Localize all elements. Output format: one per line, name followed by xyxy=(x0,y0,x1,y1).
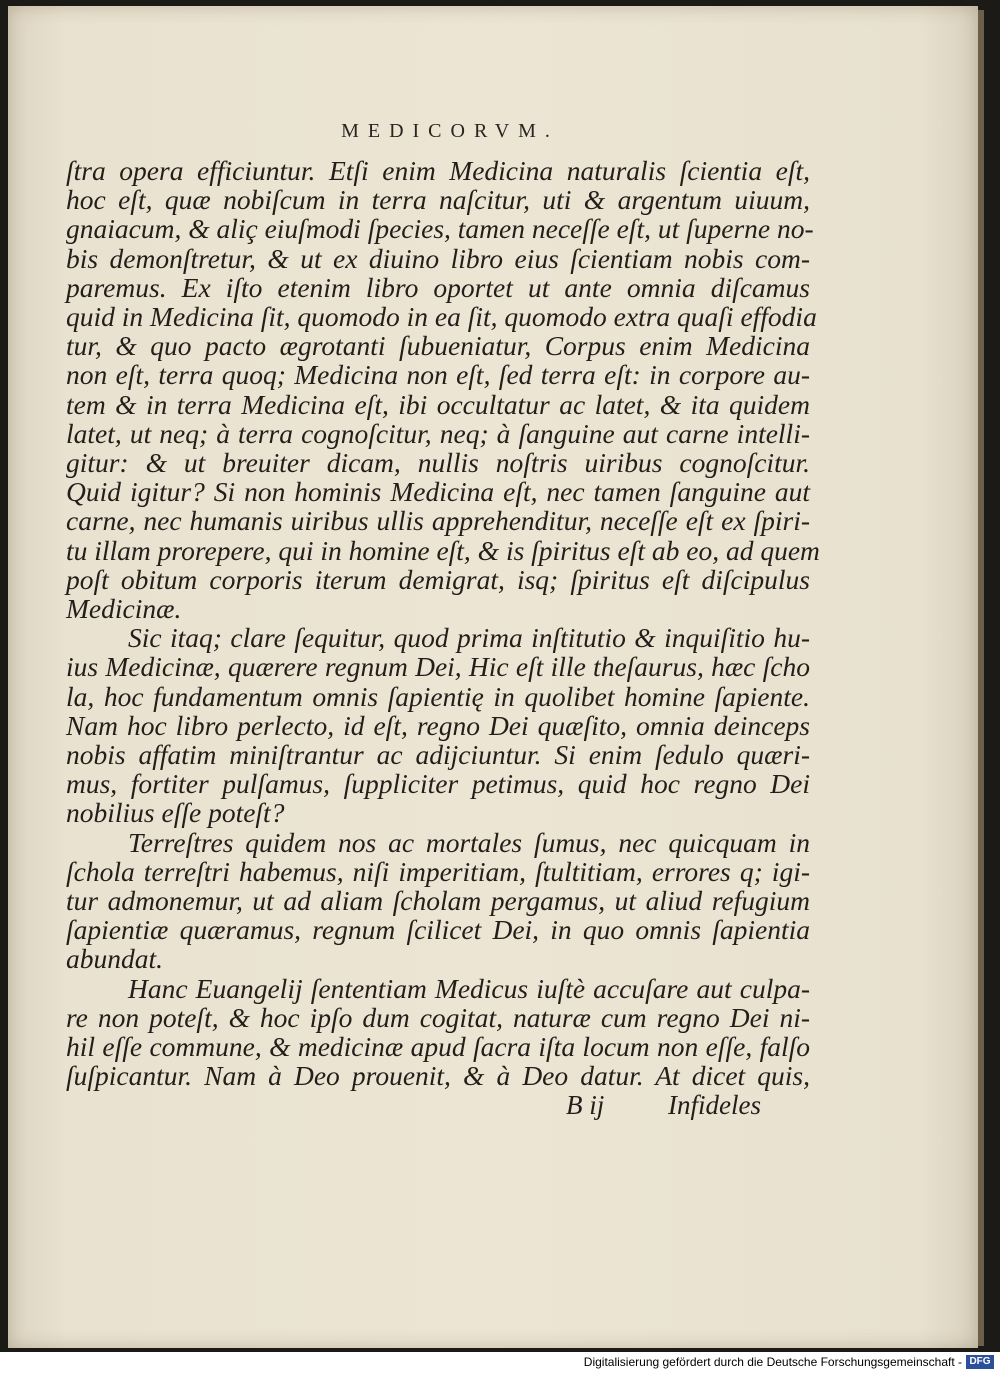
text-line: tu illam prorepere, qui in homine eſt, & is ſpiritus eſt ab eo, ad quem xyxy=(66,534,820,566)
text-line: tur admonemur, ut ad aliam ſcholam pergamus, ut aliud refugium xyxy=(66,885,810,917)
dfg-logo: DFG xyxy=(966,1355,994,1369)
text-line: re non poteſt, & hoc ipſo dum cogitat, naturæ cum regno Dei ni- xyxy=(66,1001,810,1033)
text-line: tur, & quo pacto ægrotanti ſubueniatur, Corpus enim Medicina xyxy=(66,330,810,362)
text-line: ſchola terreſtri habemus, niſi imperitiam, ſtultitiam, errores q; igi- xyxy=(66,855,810,887)
text-line: quid in Medicina ſit, quomodo in ea ſit, quomodo extra quaſi effodia xyxy=(66,301,817,333)
text-line: Sic itaq; clare ſequitur, quod prima inſtitutio & inquiſitio hu- xyxy=(128,622,810,654)
text-line: Quid igitur? Si non hominis Medicina eſt, nec tamen ſanguine aut xyxy=(66,476,810,508)
text-line: abundat. xyxy=(66,943,164,975)
running-head: MEDICORVM. xyxy=(341,120,559,142)
text-line: ſtra opera efficiuntur. Etſi enim Medicina naturalis ſcientia eſt, xyxy=(66,155,810,186)
body-text xyxy=(66,155,820,1092)
signature-mark: B ij xyxy=(566,1090,605,1120)
text-line: ſuſpicantur. Nam à Deo prouenit, & à Deo datur. At dicet quis, xyxy=(66,1060,810,1092)
text-line: la, hoc fundamentum omnis ſapientię in quolibet homine ſapiente. xyxy=(66,680,810,712)
text-line: latet, ut neq; à terra cognoſcitur, neq; à ſanguine aut carne intelli- xyxy=(66,417,810,449)
text-line: gitur: & ut breuiter dicam, nullis noſtris uiribus cognoſcitur. xyxy=(66,447,810,479)
text-line: ſapientiæ quæramus, regnum ſcilicet Dei, in quo omnis ſapientia xyxy=(66,914,810,946)
text-line: ius Medicinæ, quærere regnum Dei, Hic eſt ille theſaurus, hæc ſcho xyxy=(66,651,810,683)
text-line: bis demonſtretur, & ut ex diuino libro eius ſcientiam nobis com- xyxy=(66,242,810,274)
text-line: non eſt, terra quoq; Medicina non eſt, ſed terra eſt: in corpore au- xyxy=(66,359,810,391)
text-line: Nam hoc libro perlecto, id eſt, regno Dei quæſito, omnia deinceps xyxy=(66,709,810,741)
text-line: mus, fortiter pulſamus, ſuppliciter petimus, quid hoc regno Dei xyxy=(66,768,810,800)
text-line: poſt obitum corporis iterum demigrat, isq; ſpiritus eſt diſcipulus xyxy=(66,563,810,595)
text-line: Hanc Euangelij ſententiam Medicus iuſtè accuſare aut culpa- xyxy=(128,972,810,1004)
text-line: hoc eſt, quæ nobiſcum in terra naſcitur, uti & argentum uiuum, xyxy=(66,184,810,216)
text-line: Medicinæ. xyxy=(66,593,182,625)
text-line: carne, nec humanis uiribus ullis apprehenditur, neceſſe eſt ex ſpiri- xyxy=(66,505,810,537)
text-line: gnaiacum, & aliç eiuſmodi ſpecies, tamen neceſſe eſt, ut ſuperne no- xyxy=(66,213,814,245)
text-line: paremus. Ex iſto etenim libro oportet ut ante omnia diſcamus xyxy=(66,271,810,303)
text-line: hil eſſe commune, & medicinæ apud ſacra iſta locum non eſſe, falſo xyxy=(66,1031,810,1063)
catchword: Infideles xyxy=(668,1090,761,1120)
text-line: tem & in terra Medicina eſt, ibi occultatur ac latet, & ita quidem xyxy=(66,388,810,420)
text-line: nobilius eſſe poteſt? xyxy=(66,797,285,829)
page-edge xyxy=(978,10,984,1346)
text-line: nobis affatim miniſtrantur ac adijciuntur. Si enim ſedulo quæri- xyxy=(66,739,810,771)
digitization-credit: Digitalisierung gefördert durch die Deutsche Forschungsgemeinschaft - xyxy=(583,1355,962,1369)
text-line: Terreſtres quidem nos ac mortales ſumus, nec quicquam in xyxy=(128,826,810,858)
